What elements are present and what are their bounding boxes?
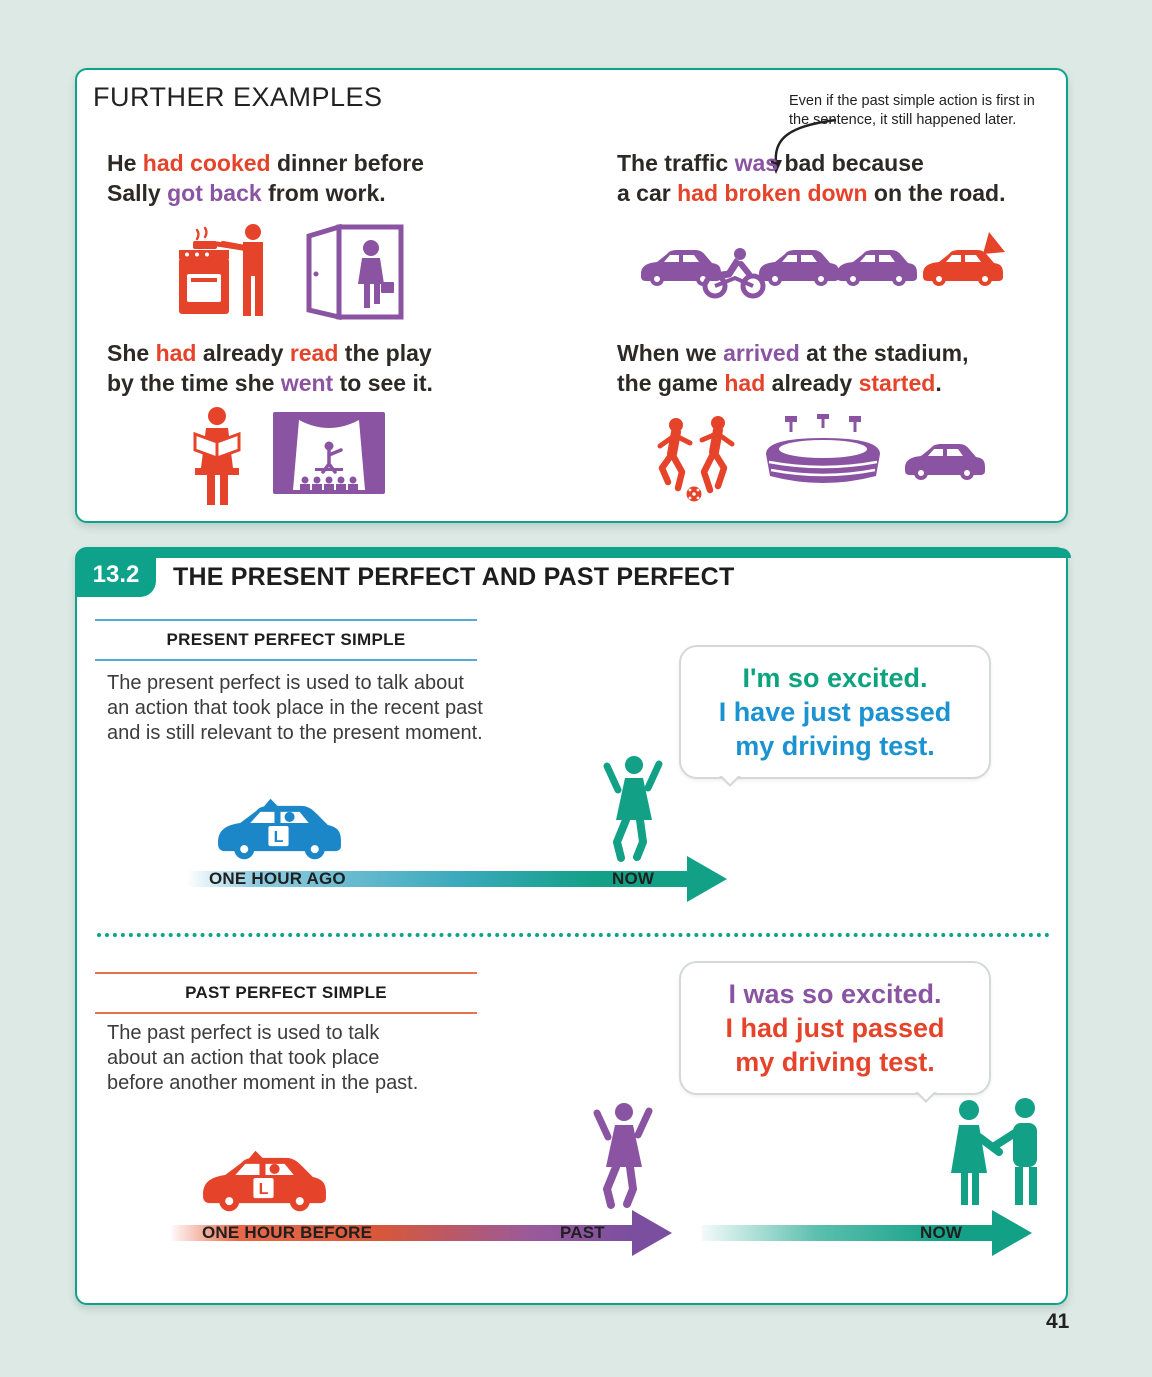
timeline-present [187, 871, 687, 887]
text: Sally [107, 180, 168, 206]
further-examples-panel [75, 68, 1068, 523]
text: dinner before [270, 150, 424, 176]
timeline-start-label: ONE HOUR BEFORE [202, 1223, 373, 1242]
section-heading-past-perfect: PAST PERFECT SIMPLE [95, 972, 477, 1014]
text: She [107, 340, 156, 366]
timeline-start-label: ONE HOUR AGO [209, 869, 346, 888]
timeline-past-segment2 [702, 1225, 992, 1241]
past-simple-highlight: arrived [723, 340, 800, 366]
cooking-icon [177, 222, 282, 318]
l-plate-letter: L [273, 828, 284, 847]
text: by the time she [107, 370, 281, 396]
example-sentence-1 [107, 148, 424, 208]
dotted-divider [97, 933, 1050, 937]
bubble-line: my driving test. [735, 731, 935, 761]
text: . [935, 370, 942, 396]
past-simple-highlight: was [734, 150, 779, 176]
panel-title: FURTHER EXAMPLES [93, 82, 383, 112]
bubble-line: my driving test. [735, 1047, 935, 1077]
reading-person-icon [189, 406, 247, 508]
theatre-icon [273, 412, 385, 504]
text: He [107, 150, 143, 176]
text: already [196, 340, 290, 366]
text-line: The present perfect is used to talk about [107, 672, 464, 694]
past-simple-highlight: went [280, 370, 334, 396]
bubble-line: I have just passed [718, 697, 952, 727]
example-sentence-3 [107, 338, 433, 398]
text: at the stadium, [799, 340, 969, 366]
past-perfect-highlight: started [858, 370, 936, 396]
panel-top-bar [76, 548, 1071, 558]
past-perfect-highlight: had [724, 370, 766, 396]
driving-school-car-red-icon [197, 1149, 332, 1213]
text: the play [338, 340, 432, 366]
past-perfect-highlight: had [155, 340, 197, 366]
arrowhead-teal [687, 856, 727, 902]
bubble-line: I'm so excited. [742, 663, 928, 693]
speech-bubble-past [679, 961, 991, 1095]
text-line: about an action that took place [107, 1047, 380, 1069]
text: on the road. [867, 180, 1006, 206]
past-perfect-highlight: read [289, 340, 339, 366]
two-people-talking-icon [937, 1097, 1052, 1222]
footballers-icon [652, 416, 750, 506]
jumping-person-purple-icon [592, 1101, 654, 1213]
bubble-line: I had just passed [725, 1013, 945, 1043]
timeline-now-label: NOW [920, 1223, 963, 1242]
door-icon [305, 224, 405, 320]
past-perfect-description [107, 1021, 418, 1096]
example-sentence-4 [617, 338, 968, 398]
stadium-icon [761, 414, 886, 494]
arrowhead-purple [632, 1210, 672, 1256]
text: to see it. [333, 370, 433, 396]
text-line: The past perfect is used to talk [107, 1022, 380, 1044]
text: the game [617, 370, 725, 396]
text: already [765, 370, 859, 396]
l-plate-letter: L [258, 1180, 269, 1199]
annotation-line2: the sentence, it still happened later. [789, 111, 1017, 128]
lesson-title: THE PRESENT PERFECT AND PAST PERFECT [173, 563, 735, 591]
section-heading-present-perfect: PRESENT PERFECT SIMPLE [95, 619, 477, 661]
page-number: 41 [1046, 1310, 1070, 1333]
example-sentence-2 [617, 148, 1006, 208]
timeline-now-label: NOW [612, 869, 655, 888]
text: from work. [261, 180, 386, 206]
annotation-line1: Even if the past simple action is first in [789, 93, 1035, 109]
jumping-person-teal-icon [602, 754, 664, 866]
speech-bubble-present [679, 645, 991, 779]
text: When we [617, 340, 724, 366]
timeline-past-label: PAST [560, 1223, 605, 1242]
arrowhead-teal [992, 1210, 1032, 1256]
driving-school-car-blue-icon [212, 797, 347, 861]
text-line: an action that took place in the recent past [107, 697, 483, 719]
text-line: before another moment in the past. [107, 1072, 419, 1094]
car-icon [899, 438, 989, 480]
lesson-panel [75, 547, 1068, 1305]
text: The traffic [617, 150, 735, 176]
past-perfect-highlight: had broken down [677, 180, 868, 206]
bubble-line: I was so excited. [728, 979, 942, 1009]
traffic-jam-icon [637, 230, 1007, 304]
past-simple-highlight: got back [167, 180, 262, 206]
past-perfect-highlight: had cooked [142, 150, 271, 176]
lesson-number-badge: 13.2 [76, 557, 156, 597]
text-line: and is still relevant to the present moment. [107, 722, 483, 744]
text: bad because [778, 150, 924, 176]
present-perfect-description [107, 671, 483, 746]
timeline-past-segment1 [172, 1225, 632, 1241]
text: a car [617, 180, 678, 206]
